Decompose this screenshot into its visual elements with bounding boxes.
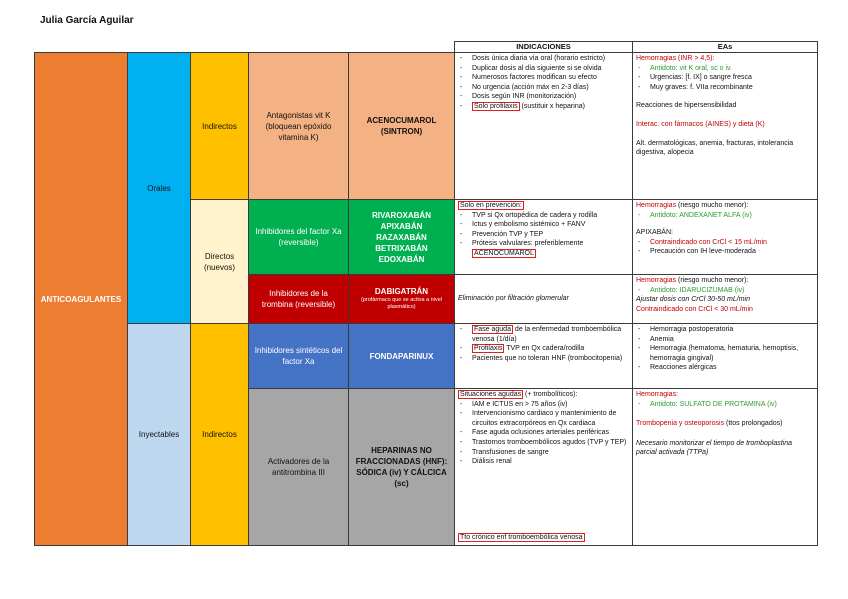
author-name: Julia García Aguilar <box>40 15 134 26</box>
list-item <box>458 102 629 112</box>
ea-hemorragias-rest: (riesgo mucho menor): <box>676 202 749 209</box>
list-item: - Hemorragia postoperatoria <box>636 325 814 335</box>
directos-label: Directos (nuevos) <box>190 199 249 324</box>
ea-monitorizar-note: Necesario monitorizar el tiempo de tromboplastina parcial activada (TTPa) <box>636 439 793 457</box>
list-item: - Prótesis valvulares: preferiblemente <box>458 239 629 249</box>
mechanism-xa-sinteticos: Inhibidores sintéticos del factor Xa <box>248 323 349 389</box>
header-indicaciones: INDICACIONES <box>454 41 633 53</box>
list-item: - Anemia <box>636 335 814 345</box>
ea-apixaban: APIXABÁN: <box>636 229 673 237</box>
indications-heparinas-list <box>458 400 629 467</box>
list-item: - Diálisis renal <box>458 457 629 467</box>
indications-heparinas <box>454 388 633 546</box>
ea-hipersensibilidad: Reacciones de hipersensibilidad <box>636 102 737 110</box>
ea-trombina-list <box>636 286 814 296</box>
indications-trombina: Eliminación por filtración glomerular <box>454 274 633 324</box>
indications-acenocumarol-list <box>458 54 629 112</box>
ea-interacciones: Interac. con fármacos (AINES) y dieta (K) <box>636 120 765 128</box>
drug-acenocumarol: ACENOCUMAROL (SINTRON) <box>348 52 455 200</box>
mechanism-vitk: Antagonistas vit K (bloquean epóxido vitamina K) <box>248 52 349 200</box>
list-item: - Intervencionismo cardiaco y mantenimiento de circuitos extracorpóreos en Qx cardiaca <box>458 409 629 428</box>
mechanism-xa: Inhibidores del factor Xa (reversible) <box>248 199 349 275</box>
list-item: - Prevención TVP y TEP <box>458 230 629 240</box>
list-item: - Contraindicado con CrCl < 15 mL/min <box>636 238 814 248</box>
ea-hemorragias-rest: (riesgo mucho menor): <box>676 277 749 284</box>
ea-contraindicado: Contraindicado con CrCl < 30 mL/min <box>636 305 753 313</box>
list-item: - IAM e ICTUS en > 75 años (iv) <box>458 400 629 410</box>
list-item: - Duplicar dosis al día siguiente si se olvida <box>458 64 629 74</box>
list-item <box>458 344 629 354</box>
ea-alteraciones: Alt. dermatológicas, anemia, fracturas, intolerancia digestiva, alopecia <box>636 139 794 157</box>
ea-xa-list-2 <box>636 238 814 257</box>
list-item: - Antidoto: SULFATO DE PROTAMINA (iv) <box>636 400 814 410</box>
highlight-solo-prevencion: Solo en prevención: <box>460 202 522 209</box>
ea-trombopenia-label: Trombopenia y osteoporosis <box>636 420 725 428</box>
list-item: - Dosis según INR (monitorización) <box>458 92 629 102</box>
indications-xa <box>454 199 633 275</box>
list-item: - Dosis única diaria vía oral (horario estricto) <box>458 54 629 64</box>
ea-trombopenia <box>636 419 814 429</box>
eas-xa <box>632 199 818 275</box>
drug-fondaparinux: FONDAPARINUX <box>348 323 455 389</box>
ea-acenocumarol-list <box>636 64 814 93</box>
list-item: - Antidoto: IDARUCIZUMAB (iv) <box>636 286 814 296</box>
drug-dabigatran <box>348 274 455 324</box>
list-item: - Muy graves: f. VIIa recombinante <box>636 83 814 93</box>
list-item: - Urgencias: [f. IX] o sangre fresca <box>636 73 814 83</box>
indirectos-inyectables-label: Indirectos <box>190 323 249 546</box>
highlight-tto-cronico: Tto crónico enf tromboembólica venosa <box>460 534 583 542</box>
list-item: - Fase aguda oclusiones arteriales periféricas <box>458 428 629 438</box>
list-item: - Reacciones alérgicas <box>636 363 814 373</box>
ea-hemorragias-label: Hemorragias <box>636 202 677 209</box>
indirectos-orales-label: Indirectos <box>190 52 249 200</box>
ea-trombopenia-rest: (ttos prolongados) <box>724 420 783 428</box>
anticoagulantes-label: ANTICOAGULANTES <box>34 52 128 546</box>
highlight-solo-profilaxis: Solo profilaxis <box>474 102 518 110</box>
list-item <box>458 325 629 344</box>
mechanism-antitrombina: Activadores de la antitrombina III <box>248 388 349 546</box>
ea-xa-list-1 <box>636 211 814 221</box>
list-item: - Hemorragia (hematoma, hematuria, hemoptisis, hemorragia gingival) <box>636 344 814 363</box>
list-item: - Antidoto: vit K oral, sc o iv. <box>636 64 814 74</box>
eas-fondaparinux <box>632 323 818 389</box>
list-item: - Transfusiones de sangre <box>458 448 629 458</box>
list-item: - No urgencia (acción máx en 2-3 días) <box>458 83 629 93</box>
highlight-fase-aguda: Fase aguda <box>474 326 511 333</box>
ea-hemorragias-title: Hemorragias: <box>636 391 679 398</box>
eas-trombina <box>632 274 818 324</box>
list-item: - Trastornos tromboembólicos agudos (TVP y TEP) <box>458 438 629 448</box>
header-eas: EAs <box>632 41 818 53</box>
list-item: - Pacientes que no toleran HNF (trombocitopenia) <box>458 354 629 364</box>
orales-label: Orales <box>127 52 191 324</box>
list-item: - Antidoto: ANDEXANET ALFA (iv) <box>636 211 814 221</box>
list-item: - Precaución con IH leve-moderada <box>636 247 814 257</box>
list-item: - Ictus y embolismo sistémico + FANV <box>458 220 629 230</box>
inyectables-label: Inyectables <box>127 323 191 546</box>
drug-xa-list: RIVAROXABÁN APIXABÁN RAZAXABÁN BETRIXABÁN EDOXABÁN <box>348 199 455 275</box>
ea-heparinas-list <box>636 400 814 410</box>
list-item-rest: de la enfermedad tromboembólica venosa (1/día) <box>472 326 622 343</box>
indications-fondaparinux <box>454 323 633 389</box>
mechanism-trombina: Inhibidores de la trombina (reversible) <box>248 274 349 324</box>
highlight-profilaxis: Profilaxis <box>474 345 503 353</box>
list-item: - TVP si Qx ortopédica de cadera y rodilla <box>458 211 629 221</box>
list-item-rest: TVP en Qx cadera/rodilla <box>504 345 585 353</box>
eas-heparinas <box>632 388 818 546</box>
indications-fondaparinux-list <box>458 325 629 363</box>
ea-hemorragias-label: Hemorragias <box>636 277 677 284</box>
eas-acenocumarol <box>632 52 818 200</box>
indications-xa-list <box>458 211 629 249</box>
drug-heparinas: HEPARINAS NO FRACCIONADAS (HNF): SÓDICA (iv) Y CÁLCICA (sc) <box>348 388 455 546</box>
list-item: - Numerosos factores modifican su efecto <box>458 73 629 83</box>
highlight-situaciones-agudas: Situaciones agudas <box>460 391 522 398</box>
indications-acenocumarol <box>454 52 633 200</box>
title-rest: (+ trombolíticos): <box>523 391 578 398</box>
ea-fondaparinux-list <box>636 325 814 373</box>
ea-ajustar-dosis: Ajustar dosis con CrCl 30-50 mL/min <box>636 296 750 304</box>
dabigatran-note: (profármaco que se activa a nivel plasmático) <box>360 297 442 310</box>
highlight-acenocumarol: ACENOCUMAROL <box>474 249 534 257</box>
ea-hemorragias-title: Hemorragias (INR > 4,5): <box>636 55 715 62</box>
list-item-rest: (sustituir x heparina) <box>519 102 585 110</box>
dabigatran-name: DABIGATRÁN <box>374 287 429 296</box>
